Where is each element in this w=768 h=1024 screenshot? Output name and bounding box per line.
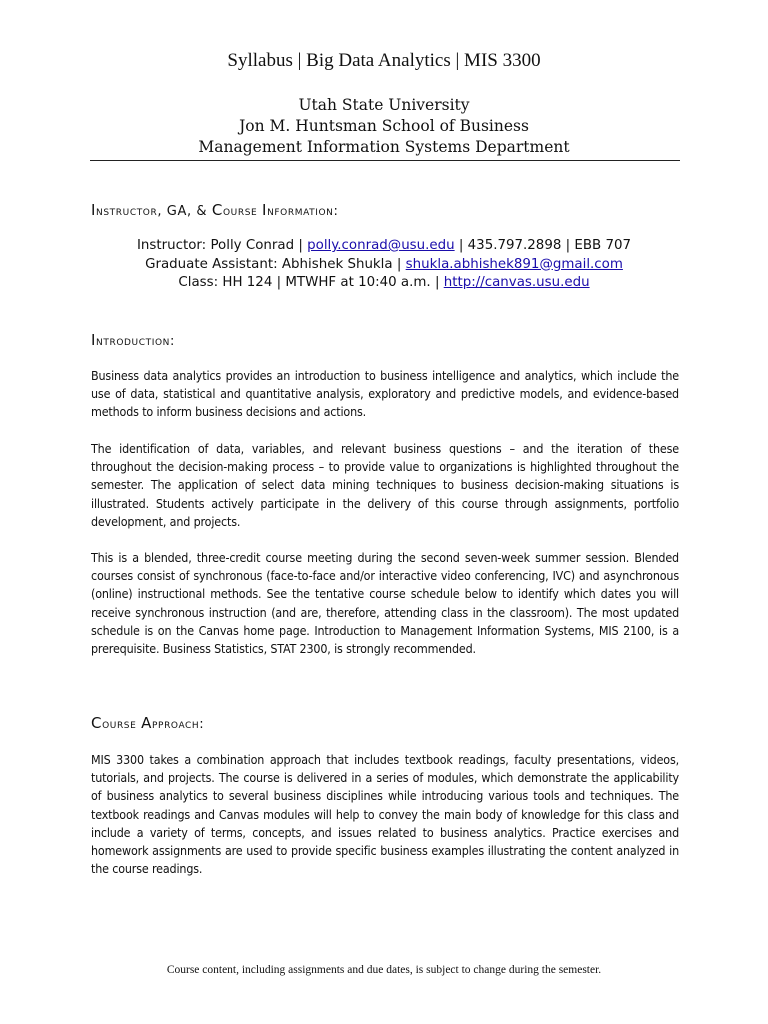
introduction-heading: Introduction: [91,331,175,349]
info-section-heading: Instructor, GA, & Course Information: [91,201,339,219]
course-info-block [0,237,768,293]
class-line: Class: HH 124 | MTWHF at 10:40 a.m. | http://canvas.usu.edu [178,275,590,290]
footer-note: Course content, including assignments and due dates, is subject to change during the semester. [166,964,602,976]
ga-line: Graduate Assistant: Abhishek Shukla | shukla.abhishek891@gmail.com [145,256,623,272]
intro-paragraph-3: This is a blended, three-credit course meeting during the second seven-week summer session. Blended courses consist of synchronous (face-to-face and/or interactive video conferencing, IVC) and asynchronous (online) instructional methods. See the tentative course schedule below to identify which dates you will receive synchronous instruction (and are, therefore, attending class in the classroom). The most updated schedule is on the Canvas home page. Introduction to Management Information Systems, MIS 2100, is a prerequisite. Business Statistics, STAT 2300, is strongly recommended. [91,550,679,657]
course-approach-heading: Course Approach: [91,714,205,732]
instructor-email-link[interactable]: polly.conrad@usu.edu [307,238,455,253]
intro-paragraph-1: Business data analytics provides an introduction to business intelligence and analytics, which include the use of data, statistical and quantitative analysis, exploratory and predictive models, and evidence-based methods to inform business decisions and actions. [91,368,679,420]
approach-paragraph: MIS 3300 takes a combination approach that includes textbook readings, faculty presentations, videos, tutorials, and projects. The course is delivered in a series of modules, which demonstrate the applicability of business analytics to several business disciplines while introducing various tools and techniques. The textbook readings and Canvas modules will help to convey the main body of knowledge for this class and include a variety of terms, concepts, and issues related to business analytics. Practice exercises and homework assignments are used to provide specific business examples illustrating the content analyzed in the course readings. [91,752,679,877]
ga-email-link[interactable]: shukla.abhishek891@gmail.com [405,256,623,272]
institution-header [0,95,768,158]
university-name: Utah State University [298,96,470,114]
school-name: Jon M. Huntsman School of Business [239,117,529,135]
instructor-line: Instructor: Polly Conrad | polly.conrad@usu.edu | 435.797.2898 | EBB 707 [136,238,632,253]
intro-paragraph-2: The identification of data, variables, and relevant business questions – and the iteration of these throughout the decision-making process – to provide value to organizations is highlighted throughout the semester. The application of select data mining techniques to business decision-making situations is illustrated. Students actively participate in the delivery of this course through assignments, portfolio development, and projects. [91,441,679,529]
canvas-link[interactable]: http://canvas.usu.edu [443,275,590,290]
document-title: Syllabus | Big Data Analytics | MIS 3300 [227,50,541,71]
header-divider [90,160,680,161]
department-name: Management Information Systems Department [198,138,570,156]
